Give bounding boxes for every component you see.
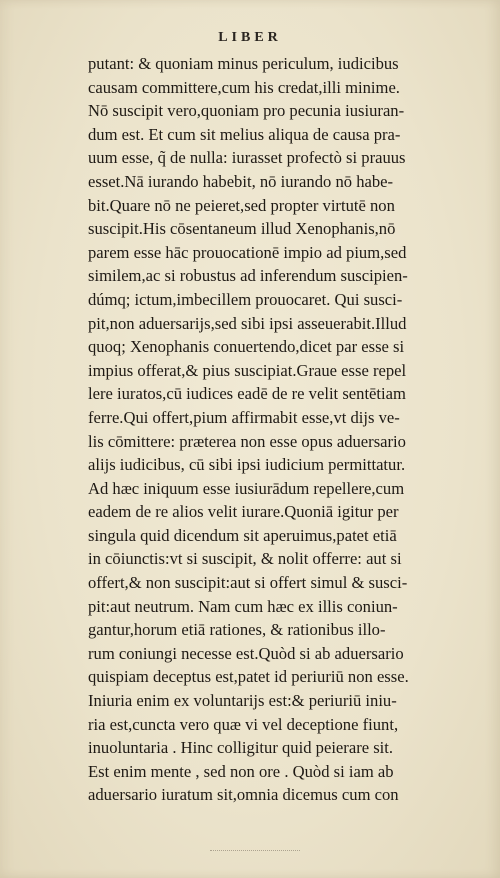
text-line: Nō suscipit vero,quoniam pro pecunia iusiuran- [88,101,405,121]
text-line: offert,& non suscipit:aut si offert simul & susci- [88,573,408,593]
text-line: uum esse, q̃ de nulla: iurasset profectò si prauus [88,148,406,168]
text-line: lere iuratos,cū iudices eadē de re velit sentētiam [88,384,406,404]
text-line: suscipit.His cōsentaneum illud Xenophanis,nō [88,219,396,239]
text-line: Est enim mente , sed non ore . Quòd si iam ab [88,761,394,781]
text-line: alijs iudicibus, cū sibi ipsi iudicium permittatur. [88,455,406,475]
text-line: dum est. Et cum sit melius aliqua de causa pra- [88,124,401,144]
text-line: similem,ac si robustus ad inferendum suscipien- [88,266,408,286]
text-line: bit.Quare nō ne peieret,sed propter virtutē non [88,195,395,215]
text-line: singula quid dicendum sit aperuimus,patet etiā [88,525,397,545]
text-line: putant: & quoniam minus periculum, iudicibus [88,54,399,73]
text-line: esset.Nā iurando habebit, nō iurando nō habe- [88,171,394,191]
text-line: impius offerat,& pius suscipiat.Graue esse repel [88,360,407,380]
text-line: rum coniungi necesse est.Quòd si ab aduersario [88,643,404,663]
text-line: quispiam deceptus est,patet id periuriū non esse. [88,667,409,687]
text-line: aduersario iuratum sit,omnia dicemus cum con [88,785,399,805]
text-line: inuoluntaria . Hinc colligitur quid peierare sit. [88,738,394,758]
text-line: gantur,horum etiā rationes, & rationibus illo- [88,620,386,640]
text-line: in cōiunctis:vt si suscipit, & nolit offerre: aut si [88,549,402,569]
text-line: quoq; Xenophanis conuertendo,dicet par esse si [88,337,405,357]
text-line: dúmq; ictum,imbecillem prouocaret. Qui susci- [88,289,403,309]
text-line: causam committere,cum his credat,illi minime. [88,77,400,97]
text-line: ria est,cuncta vero quæ vi vel deceptione fiunt, [88,714,399,734]
text-line: Iniuria enim ex voluntarijs est:& periuriū iniu- [88,691,397,711]
bottom-rule [210,850,300,851]
text-block [88,52,476,807]
text-line: ferre.Qui offert,pium affirmabit esse,vt dijs ve- [88,407,400,427]
text-line: parem esse hāc prouocationē impio ad pium,sed [88,242,407,262]
text-line: lis cōmittere: præterea non esse opus aduersario [88,431,406,451]
running-head: LIBER [218,30,282,45]
text-line: pit:aut neutrum. Nam cum hæc ex illis coniun- [88,596,398,616]
text-line: eadem de re alios velit iurare.Quoniā igitur per [88,502,399,522]
text-line: pit,non aduersarijs,sed sibi ipsi asseuerabit.Illud [88,313,407,333]
text-line: Ad hæc iniquum esse iusiurādum repellere,cum [88,478,405,498]
